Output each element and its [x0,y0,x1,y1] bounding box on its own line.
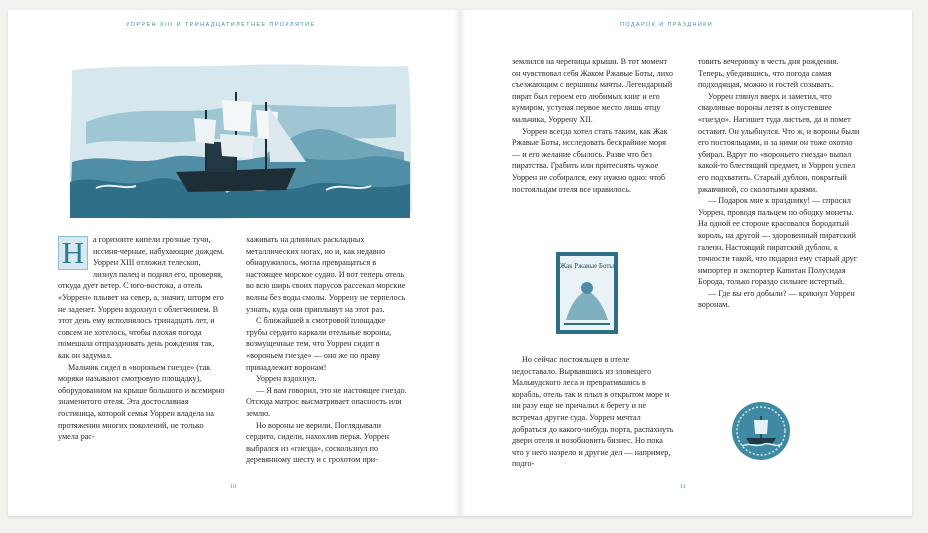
ship-illustration [66,62,414,222]
right-column-1-top [512,56,674,195]
paragraph: товить вечеринку в честь дня рождения. Теперь, убедившись, что погода самая подходящая, можно и гостей созывать. [698,57,839,90]
paragraph: С ближайшей к смотровой площадке трубы сердито каркали отельные вороны, возмущенные тем, что Уоррен сидит в «вороньем гнезде» — оно же по праву принадлежит воронам! [246,316,392,372]
coin-illustration [730,400,792,462]
sail-mizzen [194,118,216,144]
paragraph: Мальчик сидел в «вороньем гнезде» (так моряки называют смотровую площадку), оборудованном на крыше большого и всемирно знаменитого отеля. Эта достославная гостиница, которой семья Уоррен владела на протяжении многих поколений, не только умела рас- [58,362,225,442]
paragraph: Но сейчас постояльцев в отеле недоставало. Вырвавшись из зловещего Мальвудского леса и превратившись в корабль, отель так и плыл в открытом море и ни разу еще не причалил к берегу и не встречал другие суда. Уоррен мечтал добраться до какого-нибудь порта, распахнуть двери отеля и возобновить бизнес. Но пока что у него назрело и другие дел — например, подго- [512,355,674,469]
book-title: Жак Ржавые Боты [559,262,615,270]
left-column-2 [246,234,408,466]
paragraph: — Подарок мне к празднику! — спросил Уоррен, проводя пальцем по ободку монеты. На одной ее стороне красовался бородатый король, на другой — здоровенный пиратский галеон. Настоящий пиратский дублон, к точности такой, что подарил ему старый друг импортер и экспортер Капитан Полусидая Борода, только гораздо сильнее истертый. [698,196,858,287]
paragraph: — Я вам говорил, это не настоящее гнездо. Отсюда матрос высматривает опасность или землю. [246,385,407,418]
book-illustration [552,250,622,336]
paragraph: хаживать на длинных раскладных металлических ногах, но и, как недавно обнаружилось, могла превращаться в настоящее морское судно. И вот теперь отель во всю ширь своих парусов рассекал морские волны без воды смолы. Уоррену не терпелось узнать, куда они приплывут на этот раз. [246,235,406,314]
right-folio: 11 [680,484,686,490]
right-running-head: ПОДАРОК И ПРАЗДНИКИ [620,22,714,28]
paragraph: Уоррен всегда хотел стать таким, как Жак Ржавые Боты, исследовать бескрайние моря — и его желание сбылось. Разве что без пиратства. Грабить или притеснять чужое Уоррен не собирался, ему нужно одно: чтоб постояльцам отеля все нравилось. [512,126,668,194]
paragraph: — Где вы его добыли? — крикнул Уоррен воронам. [698,288,855,310]
left-column-1 [58,234,226,443]
sail-main [222,100,252,132]
left-folio: 10 [230,484,236,490]
right-page [460,10,912,516]
drop-cap: Н [58,236,88,270]
left-running-head: УОРРЕН XIII И ТРИНАДЦАТИЛЕТНЕЕ ПРОКЛЯТИЕ [126,22,316,28]
paragraph: Уоррен глянул вверх и заметил, что сварливые вороны летят в опустевшее «гнездо». Нагишет туда листьев, да и помет оставит. Он улыбнулся. Что ж, и вороны были его постояльцами, и за ними он тоже охотно убирал. Вдруг по «вороньего гнезда» выпал какой-то блестящий предмет, и Уоррен успел его подхватить. Старый дублон, покрытый ржавчиной, со сколотыми краями. [698,91,860,194]
right-column-2 [698,56,862,311]
paragraph: Но вороны не верили. Поглядывали сердито, сидели, нахохлив перья. Уоррен выбрался из «гнезда», соскользнул по деревянному шесту и с грохотом при- [246,420,389,465]
paragraph: землился на черепицы крыши. В тот момент он чувствовал себя Жаком Ржавые Боты, лихо съезжающим с вершины мачты. Легендарный пират был героем его любимых книг и его кумиром, уступая первое место лишь отцу мальчика, Уоррену XII. [512,57,673,124]
sail-main-lower [220,134,254,158]
paragraph: Уоррен вздохнул. [256,374,317,384]
right-column-1-bottom [512,354,674,470]
book-spread [8,10,912,516]
left-page [8,10,460,516]
paragraph: а горизонте кипели грозные тучи, иссиня-черные, набухающие дождем. Уоррен XIII отложил телескоп, лизнул палец и поднял его, проверяя, откуда дует ветер. С юго-востока, а отель «Уоррен» плывет на север, а, значит, шторм его не заденет. Уоррен вздохнул с облегчением. В этот день ему исполнялось тринадцать лет, и совсем не хотелось, чтобы плохая погода помешала отпраздновать день рождения так, как он задумал. [58,235,225,360]
